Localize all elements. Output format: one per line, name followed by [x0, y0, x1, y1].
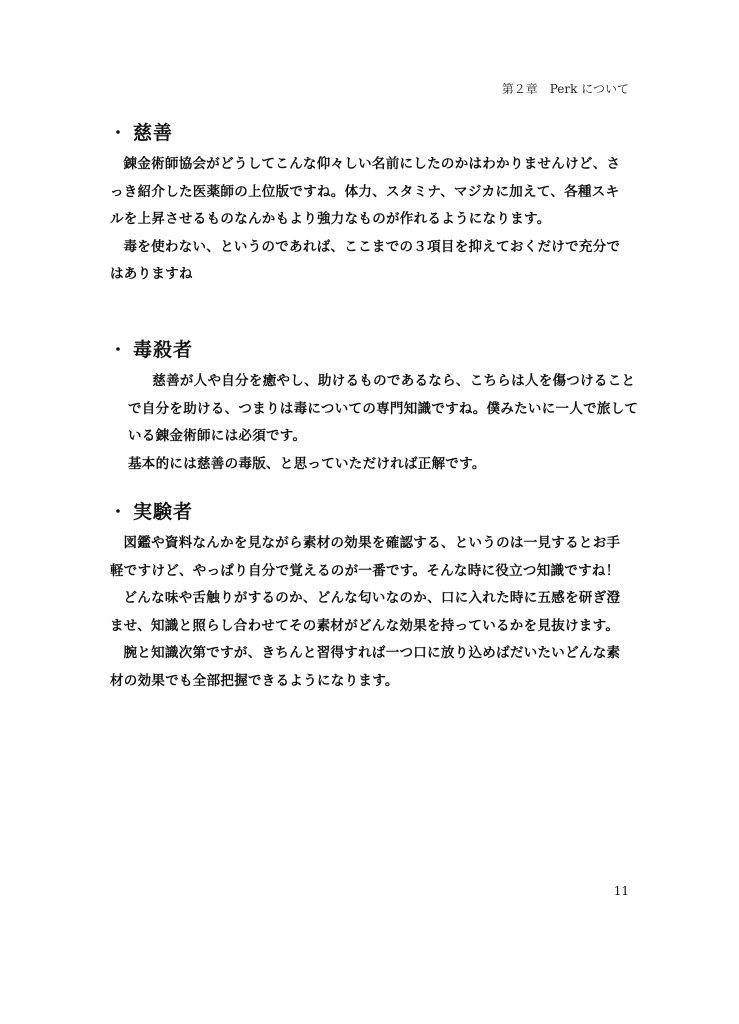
section-title [110, 118, 630, 145]
paragraph: どんな味や舌触りがするのか、どんな匂いなのか、口に入れた時に五感を研ぎ澄ませ、知識と照らし合わせてその素材がどんな効果を持っているかを見抜けます。 [110, 590, 621, 634]
running-head: 第２章 Perk について [501, 82, 629, 96]
section-title-text: 毒殺者 [133, 339, 194, 361]
page-number: 11 [613, 884, 629, 898]
section-jikkensha [110, 497, 630, 695]
section-title [110, 335, 648, 362]
bullet: ・ [110, 340, 128, 359]
paragraph: 慈善が人や自分を癒やし、助けるものであるなら、こちらは人を傷つけることで自分を助ける、つまりは毒についての専門知識ですね。僕みたいに一人で旅している錬金術師には必須です。 [128, 373, 639, 444]
bullet: ・ [110, 502, 128, 521]
section-jizen [110, 118, 630, 289]
paragraph: 腕と知識次第ですが、きちんと習得すれば一つ口に放り込めばだいたいどんな素材の効果でも全部把握できるようになります。 [110, 645, 621, 689]
section-dokusatsusha [110, 335, 648, 478]
section-title-text: 実験者 [133, 501, 194, 523]
bullet: ・ [110, 123, 128, 142]
paragraph: 毒を使わない、というのであれば、ここまでの３項目を抑えておくだけで充分ではありますね [110, 238, 621, 282]
paragraph: 図鑑や資料なんかを見ながら素材の効果を確認する、というのは一見するとお手軽ですけど、やっぱり自分で覚えるのが一番です。そんな時に役立つ知識ですね！ [110, 535, 621, 579]
section-title [110, 497, 630, 524]
paragraph: 基本的には慈善の毒版、と思っていただければ正解です。 [128, 455, 486, 472]
paragraph: 錬金術師協会がどうしてこんな仰々しい名前にしたのかはわかりませんけど、さっき紹介した医薬師の上位版ですね。体力、スタミナ、マジカに加えて、各種スキルを上昇させるものなんかもより強力なものが作れるようになります。 [110, 156, 621, 227]
section-title-text: 慈善 [133, 122, 174, 144]
